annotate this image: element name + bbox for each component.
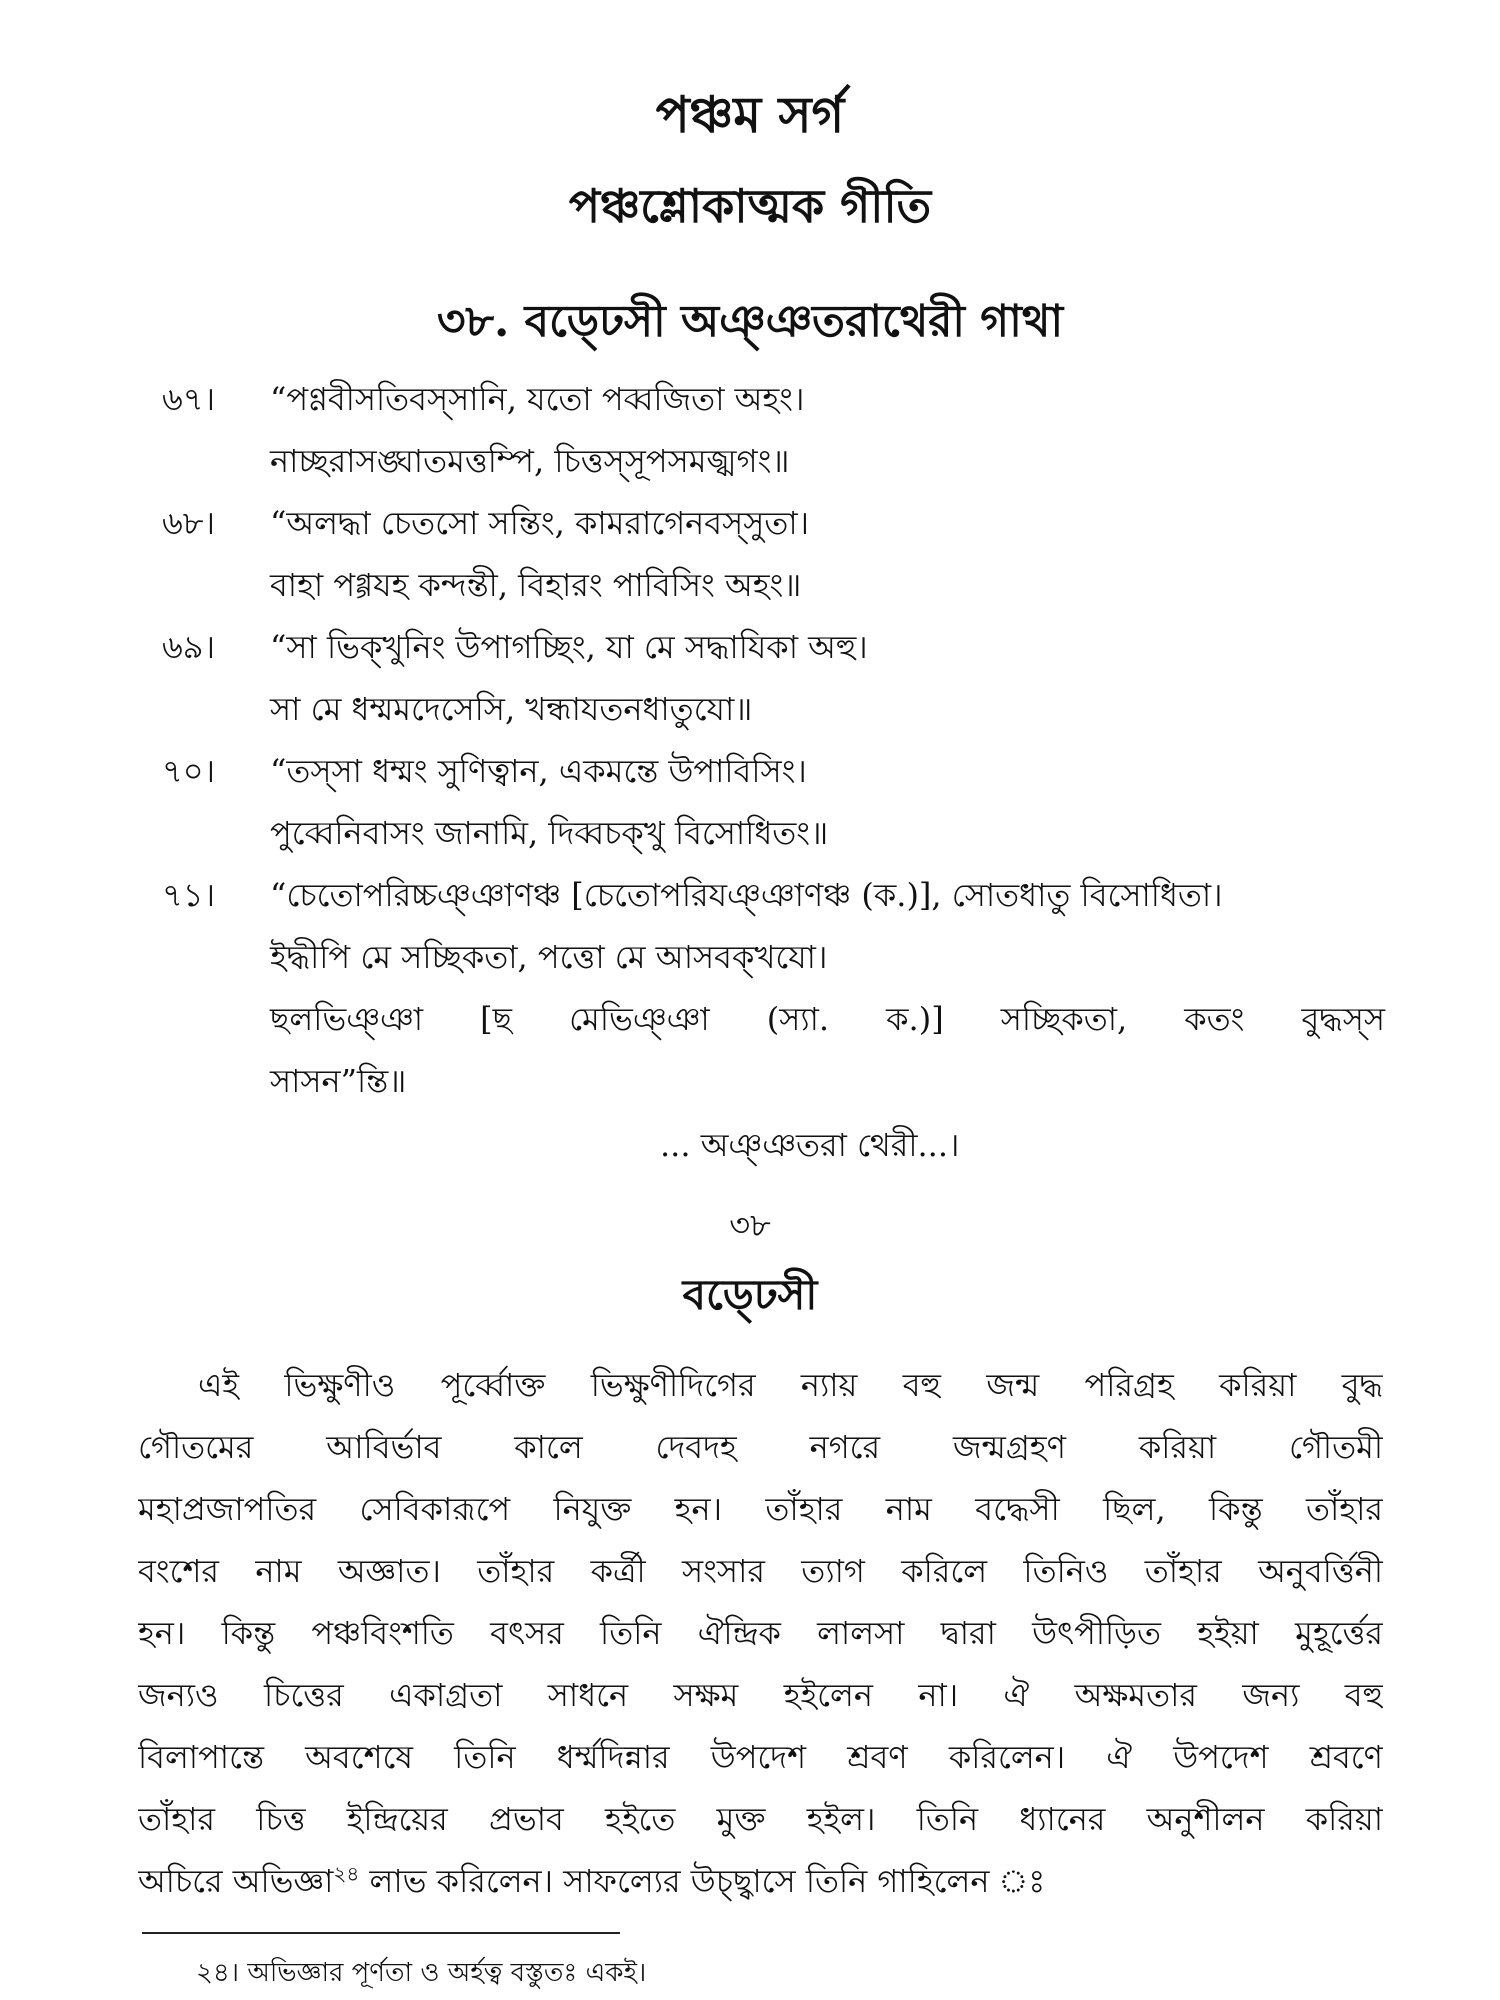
verse-line: “অলদ্ধা চেতসো সন্তিং, কামরাগেনবস্সুতা।: [270, 504, 810, 542]
verse-line: “চেতোপরিচ্চঞ্ঞাণঞ্চ [চেতোপরিযঞ্ঞাণঞ্চ (ক.)], সোতধাতু বিসোধিতা।: [270, 876, 1223, 914]
paragraph-line: তাঁহার চিত্ত ইন্দ্রিয়ের প্রভাব হইতে মুক্ত হইল। তিনি ধ্যানের অনুশীলন করিয়া: [138, 1800, 1383, 1838]
chapter-title: পঞ্চম সর্গ: [655, 85, 845, 144]
verse-line: ছলভিঞ্ঞা [ছ মেভিঞ্ঞা (স্যা. ক.)] সচ্ছিকতা, কতং বুদ্ধস্স: [270, 1000, 1385, 1038]
paragraph-last-line: [138, 1856, 1383, 1910]
verse-signature: ... অঞ্ঞতরা থেরী...।: [660, 1126, 960, 1164]
verse-number: ৬৭।: [162, 380, 216, 418]
footnote-reference[interactable]: ২৪: [333, 1861, 360, 1886]
verse-line: “পণ্ণবীসতিবস্সানি, যতো পব্বজিতা অহং।: [270, 380, 805, 418]
verse-number: ৬৯।: [162, 628, 216, 666]
chapter-subtitle: পঞ্চশ্লোকাত্মক গীতি: [568, 179, 932, 233]
section-title: বড্ঢেসী: [682, 1270, 818, 1319]
verse-line: নাচ্ছরাসঙ্ঘাতমত্তম্পি, চিত্তস্সূপসমজ্ঝগং॥: [270, 442, 790, 480]
verse-line: পুব্বেনিবাসং জানামি, দিব্বচক্খু বিসোধিতং॥: [270, 814, 829, 852]
section-number: ৩৮: [729, 1206, 771, 1244]
verse-line: “তস্সা ধম্মং সুণিত্বান, একমন্তে উপাবিসিং।: [270, 752, 807, 790]
verse-number: ৭০।: [162, 752, 216, 790]
paragraph-line: মহাপ্রজাপতির সেবিকারূপে নিযুক্ত হন। তাঁহার নাম বদ্ধেসী ছিল, কিন্তু তাঁহার: [138, 1490, 1383, 1528]
paragraph-line: গৌতমের আবির্ভাব কালে দেবদহ নগরে জন্মগ্রহণ করিয়া গৌতমী: [138, 1428, 1383, 1466]
paragraph-line: এই ভিক্ষুণীও পূর্ব্বোক্ত ভিক্ষুণীদিগের ন্যায় বহু জন্ম পরিগ্রহ করিয়া বুদ্ধ: [198, 1366, 1383, 1404]
paragraph-line: বংশের নাম অজ্ঞাত। তাঁহার কর্ত্রী সংসার ত্যাগ করিলে তিনিও তাঁহার অনুবর্ত্তিনী: [138, 1552, 1383, 1590]
footnote-divider: [142, 1932, 620, 1934]
footnote: ২৪। অভিজ্ঞার পূর্ণতা ও অর্হত্ব বস্তুতঃ একই।: [196, 1958, 647, 1988]
verse-line: “সা ভিক্খুনিং উপাগচ্ছিং, যা মে সদ্ধাযিকা অহু।: [270, 628, 868, 666]
verse-line: ইদ্ধীপি মে সচ্ছিকতা, পত্তো মে আসবক্খযো।: [270, 938, 828, 976]
paragraph-text: অচিরে অভিজ্ঞা: [138, 1862, 334, 1900]
paragraph-text: লাভ করিলেন। সাফল্যের উচ্ছ্বাসে তিনি গাহিলেন ঃ: [359, 1862, 1046, 1900]
paragraph-line: হন। কিন্তু পঞ্চবিংশতি বৎসর তিনি ঐন্দ্রিক লালসা দ্বারা উৎপীড়িত হইয়া মুহূর্ত্তের: [138, 1614, 1383, 1652]
verse-line: বাহা পগ্গযহ কন্দন্তী, বিহারং পাবিসিং অহং॥: [270, 566, 802, 604]
gatha-title: ৩৮. বড্ঢেসী অঞ্ঞতরাথেরী গাথা: [436, 296, 1064, 347]
paragraph-line: বিলাপান্তে অবশেষে তিনি ধর্ম্মদিন্নার উপদেশ শ্রবণ করিলেন। ঐ উপদেশ শ্রবণে: [138, 1738, 1383, 1776]
verse-line: সাসন”ন্তি॥: [270, 1062, 407, 1100]
paragraph-line: জন্যও চিত্তের একাগ্রতা সাধনে সক্ষম হইলেন না। ঐ অক্ষমতার জন্য বহু: [138, 1676, 1383, 1714]
verse-number: ৭১।: [162, 876, 216, 914]
verse-line: সা মে ধম্মমদেসেসি, খন্ধাযতনধাতুযো॥: [270, 690, 753, 728]
verse-number: ৬৮।: [162, 504, 216, 542]
